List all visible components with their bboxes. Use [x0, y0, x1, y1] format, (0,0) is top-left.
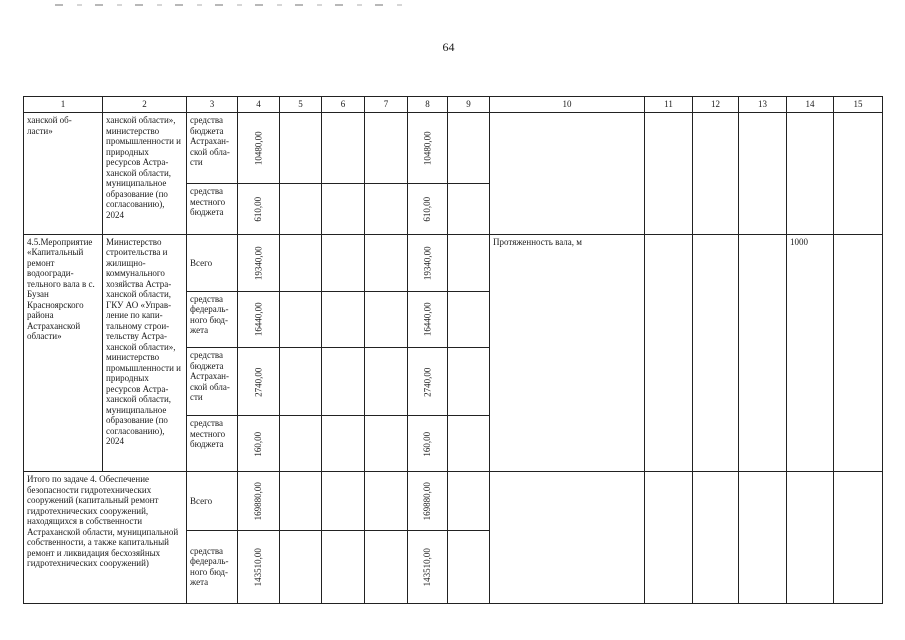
header-row [24, 97, 883, 113]
indicator-cell: Протяженность вала, м [490, 234, 645, 471]
header-cell: 1 [24, 97, 103, 113]
header-cell: 10 [490, 97, 645, 113]
table-row [24, 472, 883, 531]
amount-2024-cell: 2740,00 [408, 348, 448, 416]
funding-source-cell: средства бюджета Астрахан- ской обла- сти [187, 348, 238, 416]
target-value-cell: 1000 [787, 234, 834, 471]
amount-2024-cell: 10480,00 [408, 113, 448, 184]
scan-top-marks [55, 0, 415, 10]
executor-cell: Министерство строительства и жилищно- коммунального хозяйства Астра- ханской области, ГКУ АО «Управ- ление по капи- тальному строи- тельству Астра- ханской области», министерство промышленности и природных ресурсов Астра- ханской области, муниципальное образование (по согласованию), 2024 [103, 234, 187, 471]
executor-cell: ханской области», министерство промышленности и природных ресурсов Астра- ханской области, муниципальное образование (по согласованию), 2024 [103, 113, 187, 235]
funding-source-cell: средства федераль- ного бюд- жета [187, 291, 238, 348]
header-cell: 5 [280, 97, 322, 113]
funding-source-cell: средства местного бюджета [187, 416, 238, 472]
table-row [24, 234, 883, 291]
activity-name-cell: 4.5.Мероприятие «Капитальный ремонт водоогради- тельного вала в с. Бузан Красноярского района Астраханской области» [24, 234, 103, 471]
amount-2024-cell: 160,00 [408, 416, 448, 472]
amount-total-cell: 143510,00 [238, 530, 280, 603]
amount-total-cell: 610,00 [238, 184, 280, 235]
funding-source-cell: средства местного бюджета [187, 184, 238, 235]
amount-total-cell: 2740,00 [238, 348, 280, 416]
header-cell: 4 [238, 97, 280, 113]
header-cell: 7 [365, 97, 408, 113]
indicator-cell [490, 113, 645, 235]
header-cell: 15 [834, 97, 883, 113]
amount-2024-cell: 610,00 [408, 184, 448, 235]
amount-total-cell: 160,00 [238, 416, 280, 472]
funding-source-cell: средства федераль- ного бюд- жета [187, 530, 238, 603]
activity-name-cell: ханской об- ласти» [24, 113, 103, 235]
funding-source-cell: Всего [187, 472, 238, 531]
amount-2024-cell: 169880,00 [408, 472, 448, 531]
header-cell: 6 [322, 97, 365, 113]
amount-total-cell: 16440,00 [238, 291, 280, 348]
amount-total-cell: 169880,00 [238, 472, 280, 531]
amount-total-cell: 19340,00 [238, 234, 280, 291]
header-cell: 14 [787, 97, 834, 113]
amount-2024-cell: 16440,00 [408, 291, 448, 348]
header-cell: 12 [693, 97, 739, 113]
table-row [24, 113, 883, 184]
amount-2024-cell: 19340,00 [408, 234, 448, 291]
program-table [23, 96, 883, 604]
amount-total-cell: 10480,00 [238, 113, 280, 184]
page-number: 64 [442, 40, 455, 54]
header-cell: 3 [187, 97, 238, 113]
funding-source-cell: Всего [187, 234, 238, 291]
header-cell: 2 [103, 97, 187, 113]
header-cell: 11 [645, 97, 693, 113]
funding-source-cell: средства бюджета Астрахан- ской обла- сти [187, 113, 238, 184]
header-cell: 13 [739, 97, 787, 113]
task-total-label-cell: Итого по задаче 4. Обеспечение безопасности гидротехнических сооружений (капитальный ремонт гидротехнических сооружений, находящихся в собственности Астраханской области, муниципальной собственности, а также капитальный ремонт и ликвидация бесхозяйных гидротехнических сооружений) [24, 472, 187, 604]
amount-2024-cell: 143510,00 [408, 530, 448, 603]
header-cell: 8 [408, 97, 448, 113]
header-cell: 9 [448, 97, 490, 113]
